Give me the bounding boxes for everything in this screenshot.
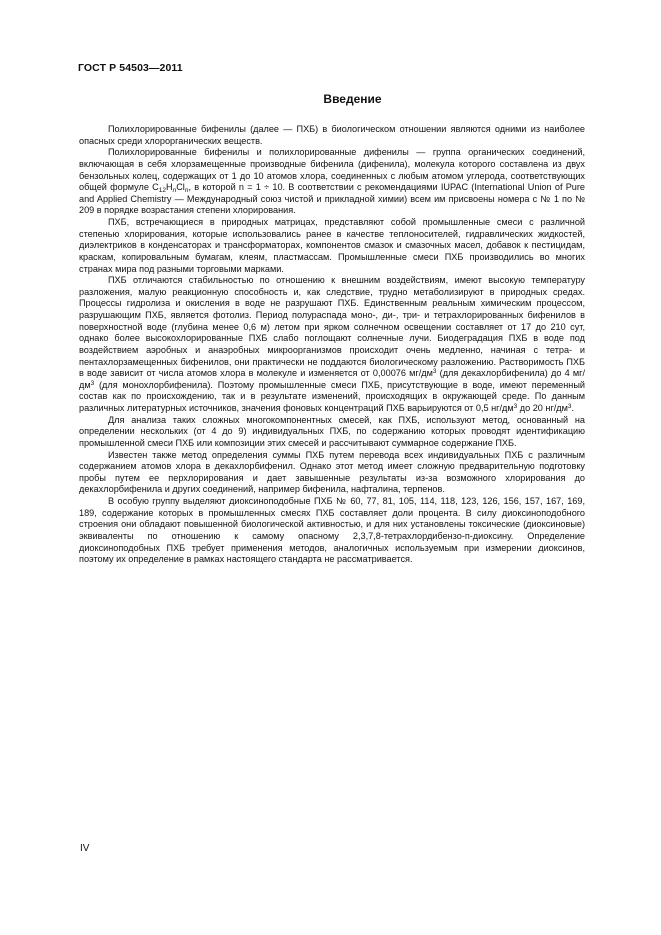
formula <box>152 182 189 195</box>
paragraph-3: ПХБ, встречающиеся в природных матрицах, представляют собой промышленные смеси с различной степенью хлорирования, которые использовались ранее в качестве теплоносителей, гидравлических жидкостей, диэлектриков в конденсаторах и трансформаторах, компонентов смазок и смазочных масел, добавок к пестицидам, краскам, копировальным бумагам, клеям, пластмассам. Промышленные смеси ПХБ производились во многих странах мира под разными торговыми марками. <box>79 217 585 274</box>
paragraph-4-text-part-2: (для декахлорбифенила) до 4 мг/дм <box>79 368 585 390</box>
formula-chlorine: Cl <box>176 182 185 193</box>
paragraph-7: В особую группу выделяют диоксиноподобные ПХБ № 60, 77, 81, 105, 114, 118, 123, 126, 156, 157, 167, 169, 189, содержание которых в промышленных смесях ПХБ составляет доли процента. В силу диоксиноподобного строения они обладают повышенной биологической активностью, и для них установлены токсические (диоксиновые) эквиваленты по отношению к самому опасному 2,3,7,8-тетрахлордибензо-п-диоксину. Определение диоксиноподобных ПХБ требует применения методов, аналогичных используемым при измерении диоксинов, поэтому их определение в рамках настоящего стандарта не рассматривается. <box>79 496 585 565</box>
paragraph-4-text-end: . <box>571 403 575 413</box>
body-text <box>79 124 585 566</box>
unit-exponent-2: 3 <box>90 379 95 387</box>
unit-exponent-3: 3 <box>513 403 518 410</box>
page-number: IV <box>80 843 90 854</box>
unit-exponent-4: 3 <box>567 403 572 410</box>
formula-carbon: C <box>152 182 159 193</box>
paragraph-4 <box>79 275 585 415</box>
paragraph-2-text-start: Полихлорированные бифенилы и полихлорированные дифенилы — группа органических соединений, включающая в себя хлорзамещенные производные бифенила (дифенила), молекула которого составлена из двух бензольных колец, содержащих от 1 до 10 атомов хлора, соединенных с любым атомом углерода, соответствующих общей формуле <box>79 147 585 193</box>
paragraph-4-text-part-4: до 20 нг/дм <box>517 403 568 413</box>
formula-carbon-index: 12 <box>158 187 166 195</box>
paragraph-2 <box>79 147 585 217</box>
paragraph-5: Для анализа таких сложных многокомпонентных смесей, как ПХБ, используют метод, основанный на определении нескольких (от 4 до 9) индивидуальных ПХБ, по содержанию которых проводят идентификацию промышленной смеси ПХБ или композиции этих смесей и рассчитывают суммарное содержание ПХБ. <box>79 414 585 448</box>
paragraph-6: Известен также метод определения суммы ПХБ путем перевода всех индивидуальных ПХБ с различным содержанием атомов хлора в декахлорбифенил. Однако этот метод имеет сложную предварительную подготовку пробы путем ее перхлорирования и дает завышенные результаты из-за возможного хлорирования до декахлорбифенила и других соединений, например бифенила, нафталина, терпенов. <box>79 449 585 495</box>
section-title: Введение <box>323 92 382 106</box>
formula-hydrogen: H <box>165 182 173 193</box>
paragraph-1: Полихлорированные бифенилы (далее — ПХБ) в биологическом отношении являются одними из наиболее опасных среди хлорорганических веществ. <box>79 124 585 146</box>
paragraph-4-text-part-3: (для монохлорбифенила). Поэтому промышленные смеси ПХБ, присутствующие в воде, имеют переменный состав как по происхождению, так и в результате изменений, происходящих в окружающей среде. По данным различных литературных источников, значения фоновых концентраций ПХБ варьируются от 0,5 нг/дм <box>79 379 585 413</box>
paragraph-2-text-end: , в которой n = 1 ÷ 10. В соответствии с рекомендациями IUPAC (International Union of Pure and Applied Chemistry — Международный союз чистой и прикладной химии) всем им присвоены номера с № 1 по № 209 в порядке возрастания степени хлорирования. <box>79 182 585 216</box>
formula-chlorine-index: n <box>184 187 189 195</box>
formula-hydrogen-index: n <box>172 187 177 195</box>
document-code: ГОСТ Р 54503—2011 <box>78 62 183 74</box>
unit-exponent-1: 3 <box>432 368 437 376</box>
paragraph-4-text-start: ПХБ отличаются стабильностью по отношению к внешним воздействиям, имеют высокую температуру разложения, малую реакционную способность и, как следствие, трудно метаболизируют в природных средах. Процессы гидролиза и окисления в воде не разрушают ПХБ. Единственным реальным химическим процессом, разрушающим ПХБ, является фотолиз. Период полураспада моно-, ди-, три- и тетрахлорированных бифенилов в поверхностной воде (глубина менее 0,6 м) летом при ярком солнечном освещении составляет от 17 до 210 сут, однако более высокохлорированные ПХБ слабо поглощают солнечные лучи. Биодеградация ПХБ в воде под воздействием аэробных и анаэробных микроорганизмов происходит очень медленно, начиная с тетра- и пентахлорзамещенных бифенилов, они практически не поддаются биологическому разложению. Растворимость ПХБ в воде зависит от числа атомов хлора в молекуле и изменяется от 0,00076 мг/дм <box>79 275 585 379</box>
